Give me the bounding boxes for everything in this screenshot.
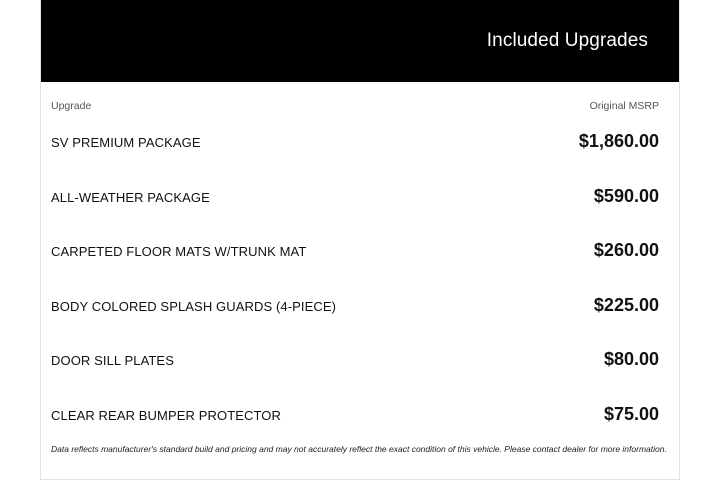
page-title: Included Upgrades: [486, 30, 648, 51]
upgrades-card: [40, 0, 680, 480]
upgrade-price: $590.00: [593, 185, 659, 206]
upgrade-name: ALL-WEATHER PACKAGE: [51, 189, 210, 205]
upgrade-name: CARPETED FLOOR MATS W/TRUNK MAT: [51, 244, 307, 259]
disclaimer-text: Data reflects manufacturer's standard build and pricing and may not accurately reflect the exact condition of this vehicle. Please contact dealer for more information.: [51, 444, 667, 454]
upgrade-row: [51, 224, 659, 279]
upgrade-row: [51, 388, 659, 443]
upgrade-row: [51, 279, 659, 334]
upgrade-price: $75.00: [603, 403, 659, 424]
upgrade-name: BODY COLORED SPLASH GUARDS (4-PIECE): [51, 298, 337, 314]
upgrade-name: DOOR SILL PLATES: [51, 353, 174, 368]
upgrade-row: [51, 170, 659, 225]
upgrade-price: $260.00: [593, 240, 659, 260]
column-headers: [51, 100, 659, 114]
upgrade-price: $1,860.00: [578, 131, 659, 151]
column-header-msrp: Original MSRP: [589, 100, 659, 112]
upgrade-name: SV PREMIUM PACKAGE: [51, 135, 201, 150]
upgrade-row: [51, 333, 659, 388]
header-bar: [41, 0, 679, 82]
upgrade-list: [51, 115, 659, 442]
upgrade-price: $225.00: [593, 294, 659, 315]
upgrade-row: [51, 115, 659, 170]
upgrade-price: $80.00: [603, 349, 659, 369]
column-header-upgrade: Upgrade: [51, 100, 92, 112]
upgrade-name: CLEAR REAR BUMPER PROTECTOR: [51, 407, 281, 423]
